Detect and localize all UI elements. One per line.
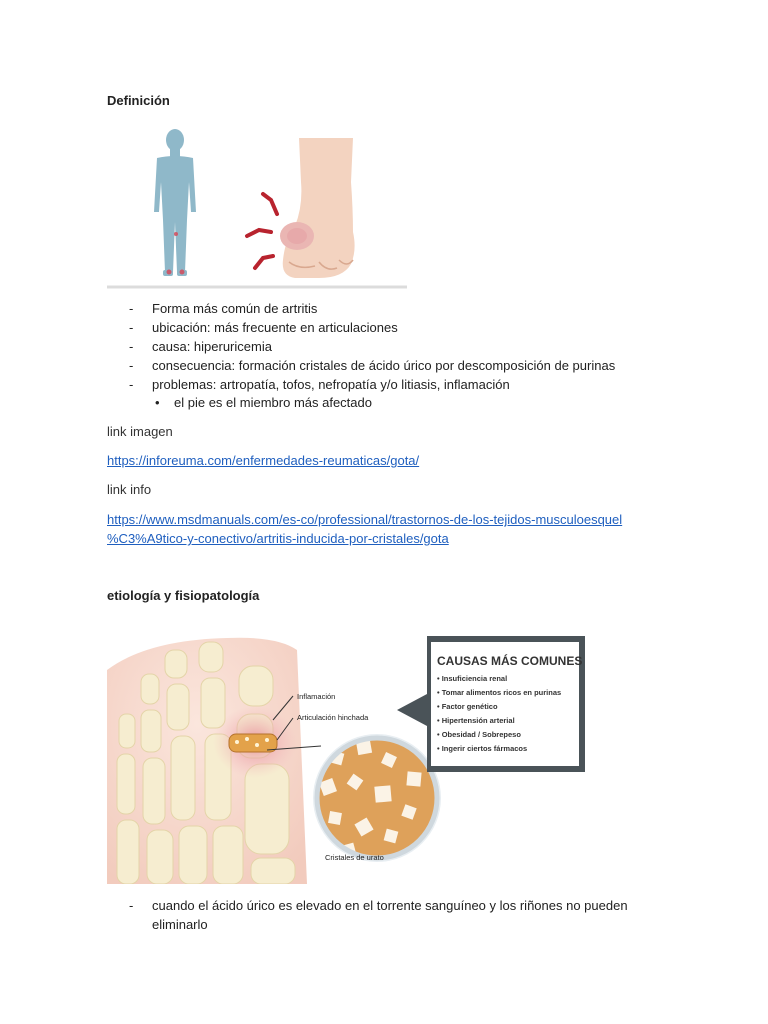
cause-item: • Insuficiencia renal xyxy=(437,674,508,683)
link-info-url-line1[interactable]: https://www.msdmanuals.com/es-co/professional/trastornos-de-los-tejidos-musculoesquel xyxy=(107,512,623,527)
urate-crystals-magnified-icon xyxy=(307,730,447,870)
cause-item: • Factor genético xyxy=(437,702,498,711)
figure-foot-skeleton xyxy=(107,630,585,884)
link-info-url-line2[interactable]: %C3%A9tico-y-conectivo/artritis-inducida-por-cristales/gota xyxy=(107,531,449,546)
label-urate-crystals: Cristales de urato xyxy=(325,853,384,862)
label-inflammation: Inflamación xyxy=(297,692,336,701)
section-heading-definicion: Definición xyxy=(107,93,170,108)
cause-item: • Ingerir ciertos fármacos xyxy=(437,744,528,753)
bullet-dot: • xyxy=(155,395,160,410)
cause-item: • Hipertensión arterial xyxy=(437,716,515,725)
document-page: Definición - Forma más común de artritis - ubicación: más frecuente en articulaciones - causa: hiperuricemia - consecuencia: formación cristales de ácido úrico por descomposición de purinas - problemas: artropatía, tofos, nefropatía y/o litiasis, inflamación • el pie es el miembro más afectado link imagen https://inforeuma.com/enfermedades-reumaticas/gota/ link info https://www.msdmanuals.com/es-co/professional/trastornos-de-los-tejidos-musculoesquel %C3%A9tico-y-conectivo/artritis-inducida-por-cristales/gota etiología y fisiopatología Inflamación Articulación hinchada Cristales de urato CAUSAS MÁS COMUNES • Insuficiencia renal • Tomar alimentos ricos en purinas • Factor genético • Hipertensión arterial • Obesidad / Sobrepeso • Ingerir ciertos fármacos - cuando el ácido úrico es elevado en el torrente sanguíneo y los riñones no pueden eliminarlo xyxy=(107,93,628,932)
causes-title: CAUSAS MÁS COMUNES xyxy=(437,654,583,668)
link-image-label: link imagen xyxy=(107,424,173,439)
common-causes-box xyxy=(397,636,585,772)
link-info-label: link info xyxy=(107,482,152,497)
etiology-bullet-list xyxy=(107,896,628,934)
list-item: - ubicación: más frecuente en articulaciones xyxy=(129,320,398,335)
list-item: - cuando el ácido úrico es elevado en el torrente sanguíneo y los riñones no pueden xyxy=(129,898,628,913)
list-item: - causa: hiperuricemia xyxy=(129,339,272,354)
cause-item: • Tomar alimentos ricos en purinas xyxy=(437,688,562,697)
figure-body-and-foot xyxy=(107,122,407,290)
list-item: - consecuencia: formación cristales de ácido úrico por descomposición de purinas xyxy=(129,358,616,373)
definition-bullet-list xyxy=(107,299,615,394)
list-item: eliminarlo xyxy=(152,917,208,932)
label-swollen-joint: Articulación hinchada xyxy=(297,713,369,722)
link-image-url[interactable]: https://inforeuma.com/enfermedades-reumaticas/gota/ xyxy=(107,453,420,468)
list-item: - Forma más común de artritis xyxy=(129,301,318,316)
section-heading-etiologia: etiología y fisiopatología xyxy=(107,588,260,603)
list-item: - problemas: artropatía, tofos, nefropatía y/o litiasis, inflamación xyxy=(129,377,510,392)
cause-item: • Obesidad / Sobrepeso xyxy=(437,730,521,739)
